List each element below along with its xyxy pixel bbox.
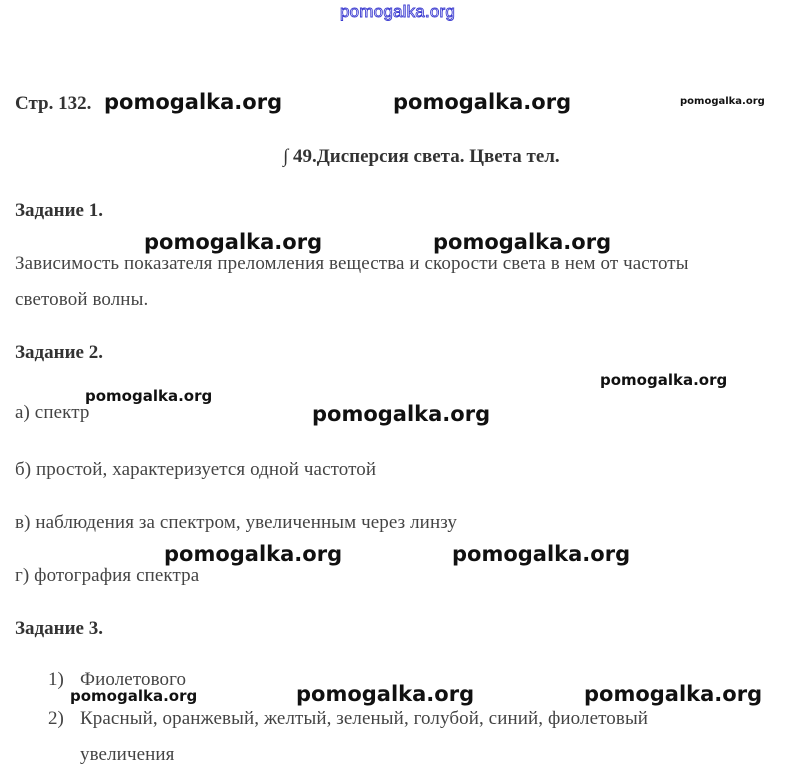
task-3-number-2: 2) [48, 708, 64, 729]
section-title: ∫ 49.Дисперсия света. Цвета тел. [283, 146, 560, 167]
task-3-heading: Задание 3. [15, 618, 103, 639]
task-2-item-b: б) простой, характеризуется одной частотой [15, 459, 377, 480]
watermark: pomogalka.org [584, 682, 763, 706]
watermark: pomogalka.org [600, 371, 728, 389]
task-2-item-a: а) спектр [15, 402, 90, 423]
task-1-heading: Задание 1. [15, 200, 103, 221]
page-reference: Стр. 132. [15, 93, 92, 114]
top-watermark: pomogalka.org [340, 2, 456, 21]
watermark: pomogalka.org [144, 230, 323, 254]
watermark: pomogalka.org [85, 387, 213, 405]
watermark: pomogalka.org [680, 96, 765, 107]
task-3-item-1: Фиолетового [80, 669, 187, 690]
task-3-number-1: 1) [48, 669, 64, 690]
watermark: pomogalka.org [393, 90, 572, 114]
task-3-continuation: увеличения [80, 744, 175, 765]
task-2-heading: Задание 2. [15, 342, 103, 363]
watermark: pomogalka.org [70, 687, 198, 705]
task-2-item-d: г) фотография спектра [15, 565, 200, 586]
watermark: pomogalka.org [164, 542, 343, 566]
watermark: pomogalka.org [452, 542, 631, 566]
watermark: pomogalka.org [296, 682, 475, 706]
task-1-line-1: Зависимость показателя преломления вещества и скорости света в нем от частоты [15, 253, 689, 274]
watermark: pomogalka.org [312, 402, 491, 426]
task-1-line-2: световой волны. [15, 289, 149, 310]
watermark: pomogalka.org [104, 90, 283, 114]
task-3-item-2: Красный, оранжевый, желтый, зеленый, голубой, синий, фиолетовый [80, 708, 649, 729]
watermark: pomogalka.org [433, 230, 612, 254]
task-2-item-c: в) наблюдения за спектром, увеличенным через линзу [15, 512, 458, 533]
